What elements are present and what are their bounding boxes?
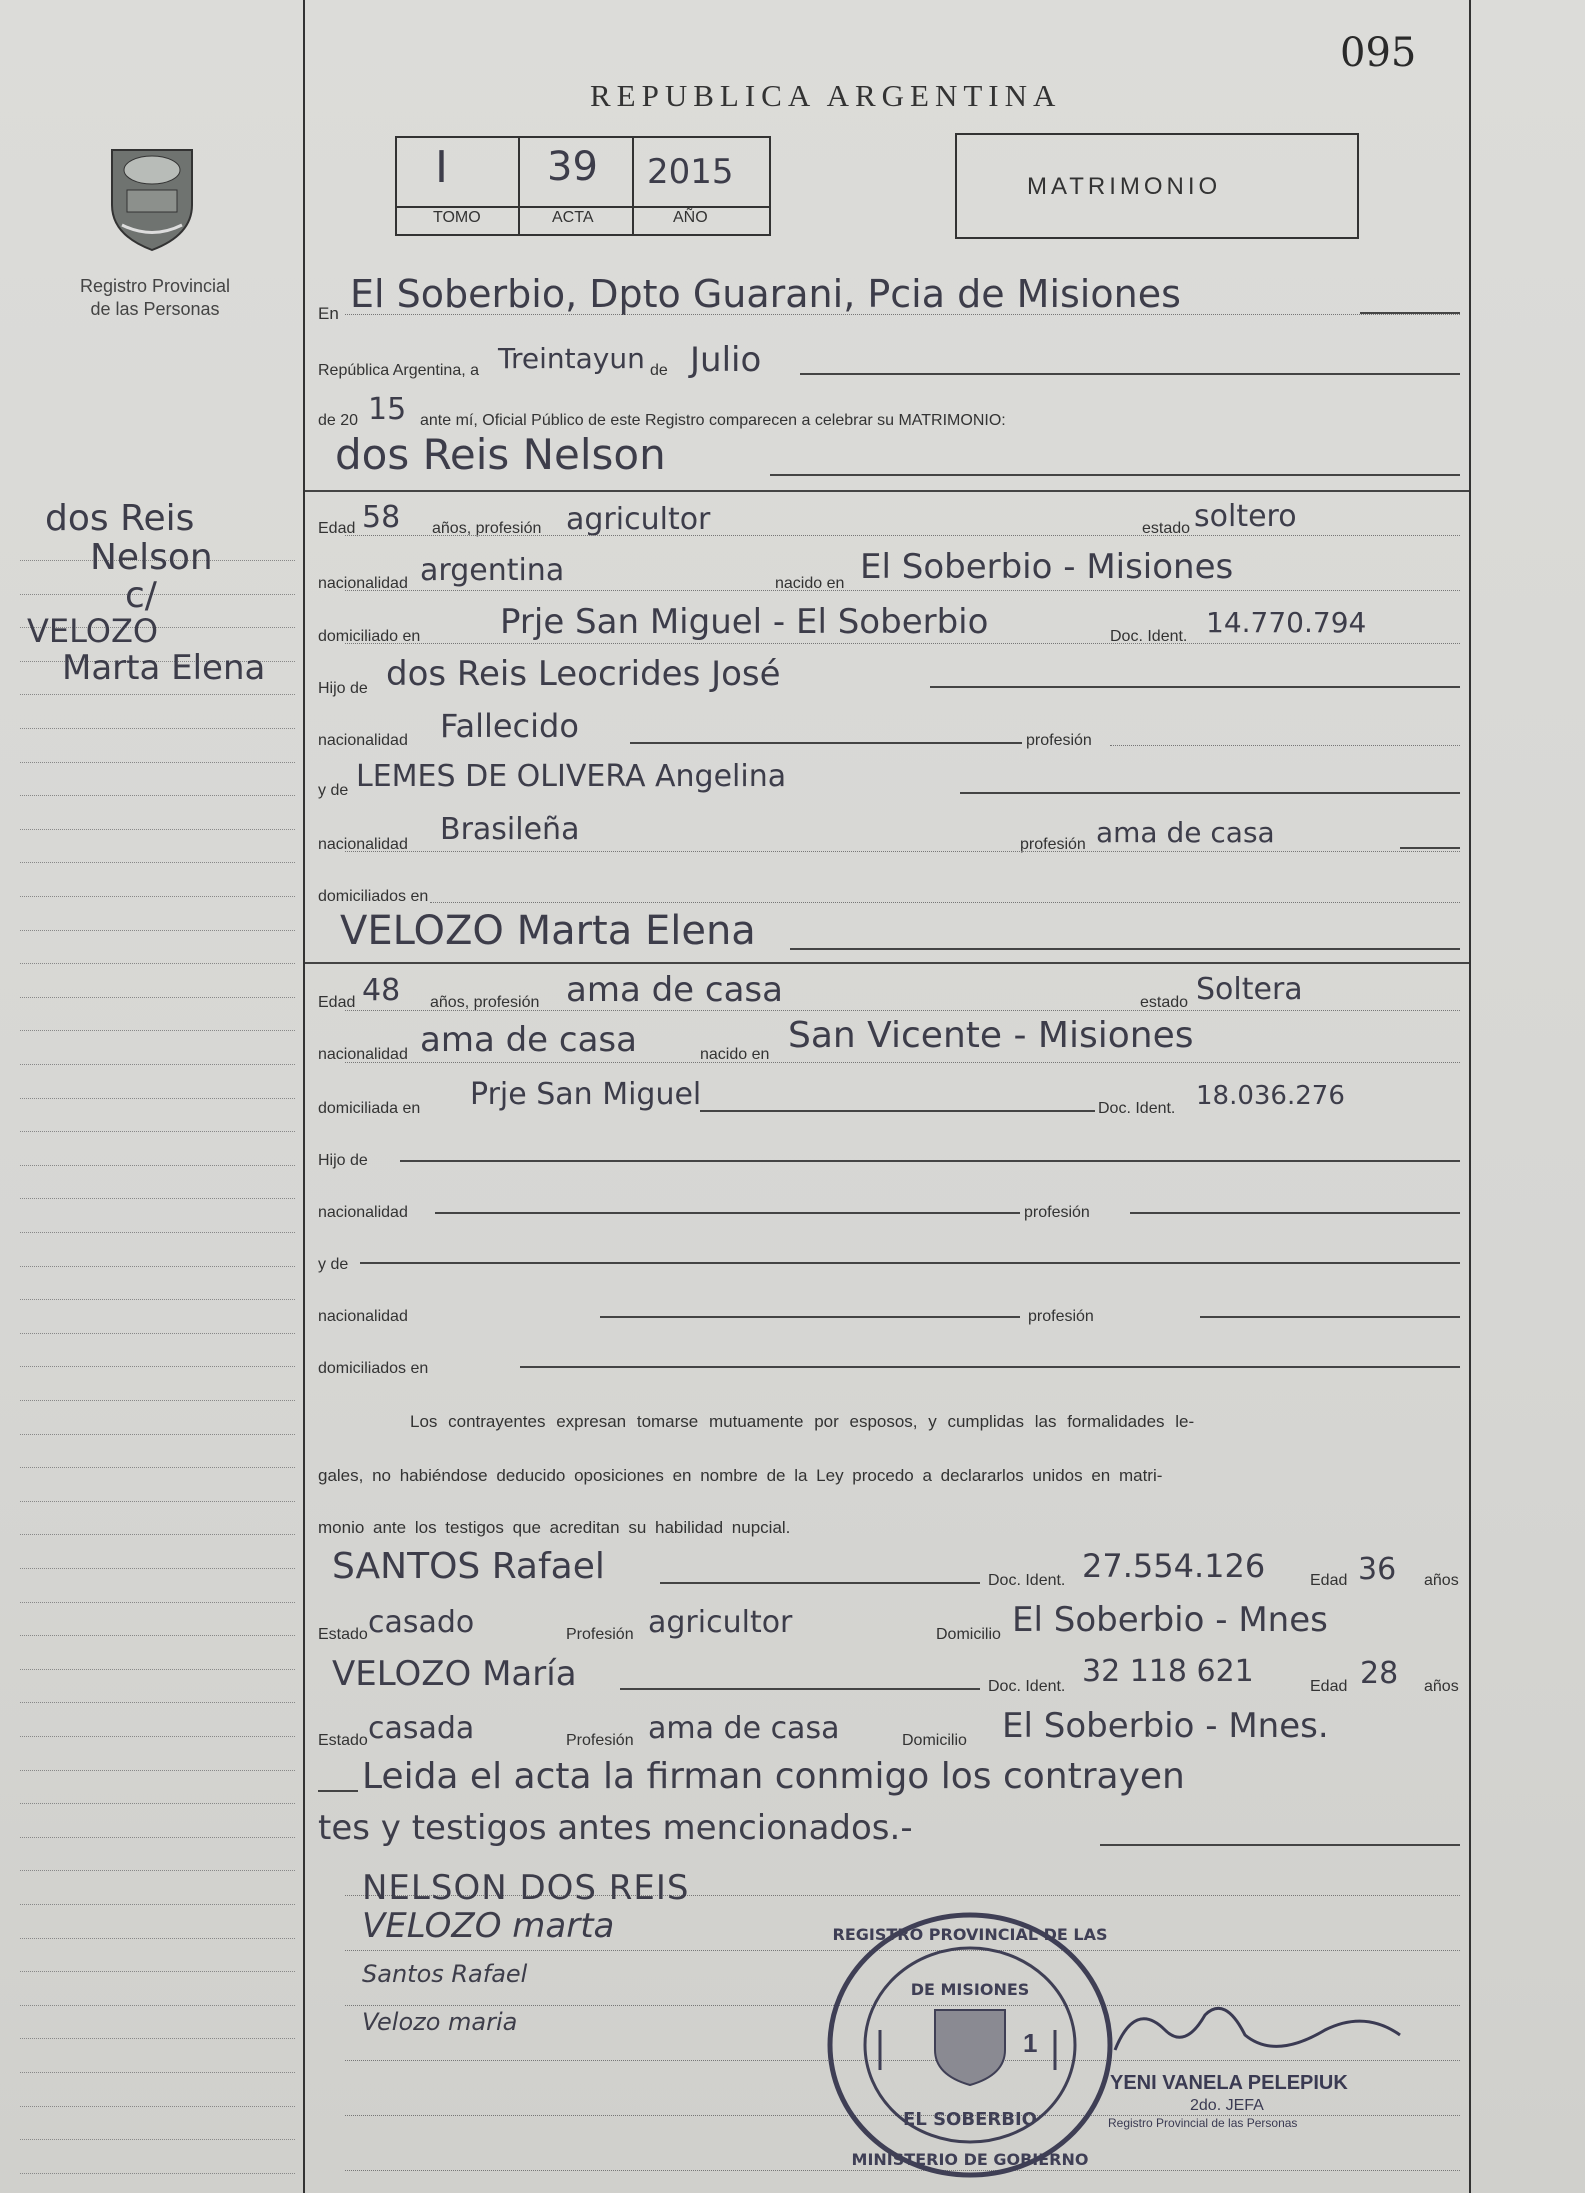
- fill-line: [600, 1316, 1020, 1318]
- nacido-value: El Soberbio - Misiones: [860, 547, 1234, 587]
- dots: [345, 535, 1460, 536]
- anio-suffix: 15: [368, 392, 407, 427]
- witness2-doc-label: Doc. Ident.: [988, 1678, 1066, 1695]
- fill-line: [620, 1688, 980, 1690]
- witness2-edad-label: Edad: [1310, 1678, 1348, 1695]
- dia-value: Treintayun: [498, 342, 645, 375]
- section-divider: [305, 962, 1469, 964]
- en-label: En: [318, 304, 339, 323]
- declaration-line3: monio ante los testigos que acreditan su habilidad nupcial.: [318, 1518, 791, 1537]
- doc-value: 14.770.794: [1206, 606, 1367, 639]
- witness2-estado: casada: [368, 1711, 475, 1746]
- witness1-estado-label: Estado: [318, 1626, 368, 1643]
- signature-spouse2: VELOZO marta: [362, 1906, 615, 1946]
- fill-line: [400, 1160, 1460, 1162]
- yde-label: y de: [318, 782, 349, 799]
- fill-line: [800, 373, 1460, 375]
- dom2-label: domiciliada en: [318, 1100, 421, 1117]
- spouse2-name: VELOZO Marta Elena: [340, 908, 756, 954]
- witness2-anos: años: [1424, 1678, 1459, 1695]
- profesion-value: agricultor: [566, 502, 711, 537]
- edad-label: Edad: [318, 520, 356, 537]
- madre-prof-value: ama de casa: [1096, 816, 1275, 849]
- svg-text:REGISTRO PROVINCIAL DE LAS: REGISTRO PROVINCIAL DE LAS: [832, 1925, 1108, 1944]
- fill-line: [630, 742, 1022, 744]
- witness1-estado: casado: [368, 1605, 475, 1640]
- signature-witness2: Velozo maria: [362, 2008, 518, 2036]
- prof2-label: profesión: [1024, 1204, 1090, 1221]
- edad2-label: Edad: [318, 994, 356, 1011]
- fill-line: [520, 1366, 1460, 1368]
- country-header: REPUBLICA ARGENTINA: [590, 78, 1062, 113]
- hijo2-label: Hijo de: [318, 1152, 368, 1169]
- left-border-line: [303, 0, 305, 2193]
- fill-line: [1130, 1212, 1460, 1214]
- svg-text:DE MISIONES: DE MISIONES: [910, 1980, 1030, 1999]
- estado-label: estado: [1142, 520, 1191, 537]
- officer-title: 2do. JEFA: [1190, 2097, 1264, 2114]
- estado2-value: Soltera: [1196, 972, 1303, 1007]
- witness1-edad: 36: [1358, 1552, 1397, 1587]
- margin-note-line1: dos Reis: [45, 498, 195, 539]
- de-label: de: [650, 362, 668, 379]
- padre-nac-label: nacionalidad: [318, 732, 408, 749]
- domiciliados2-label: domiciliados en: [318, 1360, 429, 1377]
- spouse1-name: dos Reis Nelson: [335, 430, 666, 479]
- witness2-prof: ama de casa: [648, 1711, 840, 1746]
- fill-line: [360, 1262, 1460, 1264]
- intro-line1-dots: [345, 314, 1460, 315]
- doc-type-label: MATRIMONIO: [1027, 173, 1222, 200]
- acta-value: 39: [547, 144, 598, 190]
- yde2-label: y de: [318, 1256, 349, 1273]
- dots: [345, 851, 1460, 852]
- fill-line: [700, 1110, 1095, 1112]
- folio-number: 095: [1340, 30, 1417, 76]
- svg-text:MINISTERIO DE GOBIERNO: MINISTERIO DE GOBIERNO: [851, 2150, 1089, 2169]
- signature-witness1: Santos Rafael: [362, 1960, 528, 1988]
- doc-type-box: [955, 133, 1359, 239]
- closing-line1: Leida el acta la firman conmigo los contrayen: [362, 1756, 1185, 1797]
- witness1-anos: años: [1424, 1572, 1459, 1589]
- prof3-label: profesión: [1028, 1308, 1094, 1325]
- dots: [430, 902, 1460, 903]
- right-border-line: [1469, 0, 1471, 2193]
- fill-line: [1100, 1844, 1460, 1846]
- witness2-doc: 32 118 621: [1082, 1654, 1254, 1689]
- witness2-dom-label: Domicilio: [902, 1732, 967, 1749]
- madre-nac-value: Brasileña: [440, 812, 580, 847]
- intro-statement: ante mí, Oficial Público de este Registro comparecen a celebrar su MATRIMONIO:: [420, 412, 1006, 429]
- estado-value: soltero: [1194, 499, 1297, 534]
- seal-number: 1: [1023, 2028, 1038, 2058]
- madre-prof-label: profesión: [1020, 836, 1086, 853]
- profesion2-label: años, profesión: [430, 994, 540, 1011]
- profesion-label: años, profesión: [432, 520, 542, 537]
- fill-line: [318, 1790, 358, 1792]
- witness2-estado-label: Estado: [318, 1732, 368, 1749]
- fill-line: [790, 948, 1460, 950]
- nac4-label: nacionalidad: [318, 1308, 408, 1325]
- margin-note-line4: VELOZO: [27, 612, 159, 650]
- witness1-prof: agricultor: [648, 1605, 793, 1640]
- tomo-label: TOMO: [433, 209, 481, 226]
- witness1-prof-label: Profesión: [566, 1626, 634, 1643]
- madre-value: LEMES DE OLIVERA Angelina: [356, 759, 787, 794]
- hijo-label: Hijo de: [318, 680, 368, 697]
- signature-spouse1: NELSON DOS REIS: [362, 1868, 690, 1908]
- witness2-name: VELOZO María: [332, 1654, 577, 1694]
- tomo-value: I: [435, 142, 448, 193]
- profesion2-value: ama de casa: [566, 970, 783, 1010]
- officer-name: YENI VANELA PELEPIUK: [1110, 2072, 1348, 2094]
- anio-label: AÑO: [673, 209, 708, 226]
- margin-note-line2: Nelson: [90, 537, 213, 578]
- fill-line: [770, 474, 1460, 476]
- officer-signature-icon: [1105, 1990, 1405, 2070]
- nac-value: argentina: [420, 553, 565, 588]
- officer-office: Registro Provincial de las Personas: [1108, 2116, 1298, 2130]
- margin-note-line5: Marta Elena: [62, 648, 266, 688]
- witness1-doc-label: Doc. Ident.: [988, 1572, 1066, 1589]
- official-seal-icon: [825, 1910, 1115, 2180]
- edad2-value: 48: [362, 973, 401, 1008]
- dots: [345, 590, 1460, 591]
- fill-line: [660, 1582, 980, 1584]
- fill-line: [960, 792, 1460, 794]
- nac3-label: nacionalidad: [318, 1204, 408, 1221]
- registry-name-line2: de las Personas: [90, 299, 220, 319]
- padre-nac-value: Fallecido: [440, 707, 579, 745]
- declaration-line2: gales, no habiéndose deducido oposiciones en nombre de la Ley procedo a declararlos unidos en matri-: [318, 1466, 1163, 1485]
- nacido2-label: nacido en: [700, 1046, 770, 1063]
- doc2-label: Doc. Ident.: [1098, 1100, 1176, 1117]
- padre-value: dos Reis Leocrides José: [386, 654, 781, 694]
- dots: [345, 1062, 1460, 1063]
- dom2-value: Prje San Miguel: [470, 1077, 702, 1112]
- dom-label: domiciliado en: [318, 628, 421, 645]
- acta-label: ACTA: [552, 209, 594, 226]
- dots: [345, 643, 1460, 644]
- padre-prof-label: profesión: [1026, 732, 1092, 749]
- svg-text:EL SOBERBIO: EL SOBERBIO: [903, 2109, 1037, 2130]
- doc2-value: 18.036.276: [1196, 1081, 1345, 1111]
- domiciliados-label: domiciliados en: [318, 888, 429, 905]
- republica-label: República Argentina, a: [318, 362, 479, 379]
- fill-line: [930, 686, 1460, 688]
- margin-note-line3: c/: [125, 575, 157, 616]
- nac2-label: nacionalidad: [318, 1046, 408, 1063]
- dots: [1110, 745, 1460, 746]
- witness1-dom: El Soberbio - Mnes: [1012, 1600, 1328, 1640]
- witness2-dom: El Soberbio - Mnes.: [1002, 1706, 1329, 1746]
- mes-value: Julio: [690, 340, 762, 380]
- nacido-label: nacido en: [775, 575, 845, 592]
- witness1-doc: 27.554.126: [1082, 1547, 1266, 1585]
- declaration-line1: Los contrayentes expresan tomarse mutuamente por esposos, y cumplidas las formalidades le-: [410, 1412, 1195, 1431]
- madre-nac-label: nacionalidad: [318, 836, 408, 853]
- witness1-dom-label: Domicilio: [936, 1626, 1001, 1643]
- fill-line: [1200, 1316, 1460, 1318]
- witness2-prof-label: Profesión: [566, 1732, 634, 1749]
- registry-name-line1: Registro Provincial: [79, 276, 231, 296]
- witness1-name: SANTOS Rafael: [332, 1546, 605, 1587]
- witness2-edad: 28: [1360, 1656, 1399, 1691]
- acta-box: [395, 136, 771, 236]
- fill-line: [435, 1212, 1020, 1214]
- anio-prefix: de 20: [318, 412, 359, 429]
- anio-value: 2015: [647, 152, 734, 192]
- estado2-label: estado: [1140, 994, 1189, 1011]
- nac-label: nacionalidad: [318, 575, 408, 592]
- closing-line2: tes y testigos antes mencionados.-: [318, 1808, 913, 1848]
- dom-value: Prje San Miguel - El Soberbio: [500, 602, 989, 642]
- fill-line: [1400, 847, 1460, 849]
- lugar-value: El Soberbio, Dpto Guarani, Pcia de Misiones: [350, 272, 1181, 316]
- doc-label: Doc. Ident.: [1110, 628, 1188, 645]
- witness1-edad-label: Edad: [1310, 1572, 1348, 1589]
- registry-emblem-icon: [92, 130, 212, 255]
- dots: [345, 1010, 1460, 1011]
- section-divider: [305, 490, 1469, 492]
- nacido2-value: San Vicente - Misiones: [788, 1015, 1194, 1056]
- edad-value: 58: [362, 500, 401, 535]
- nac2-value: ama de casa: [420, 1020, 637, 1060]
